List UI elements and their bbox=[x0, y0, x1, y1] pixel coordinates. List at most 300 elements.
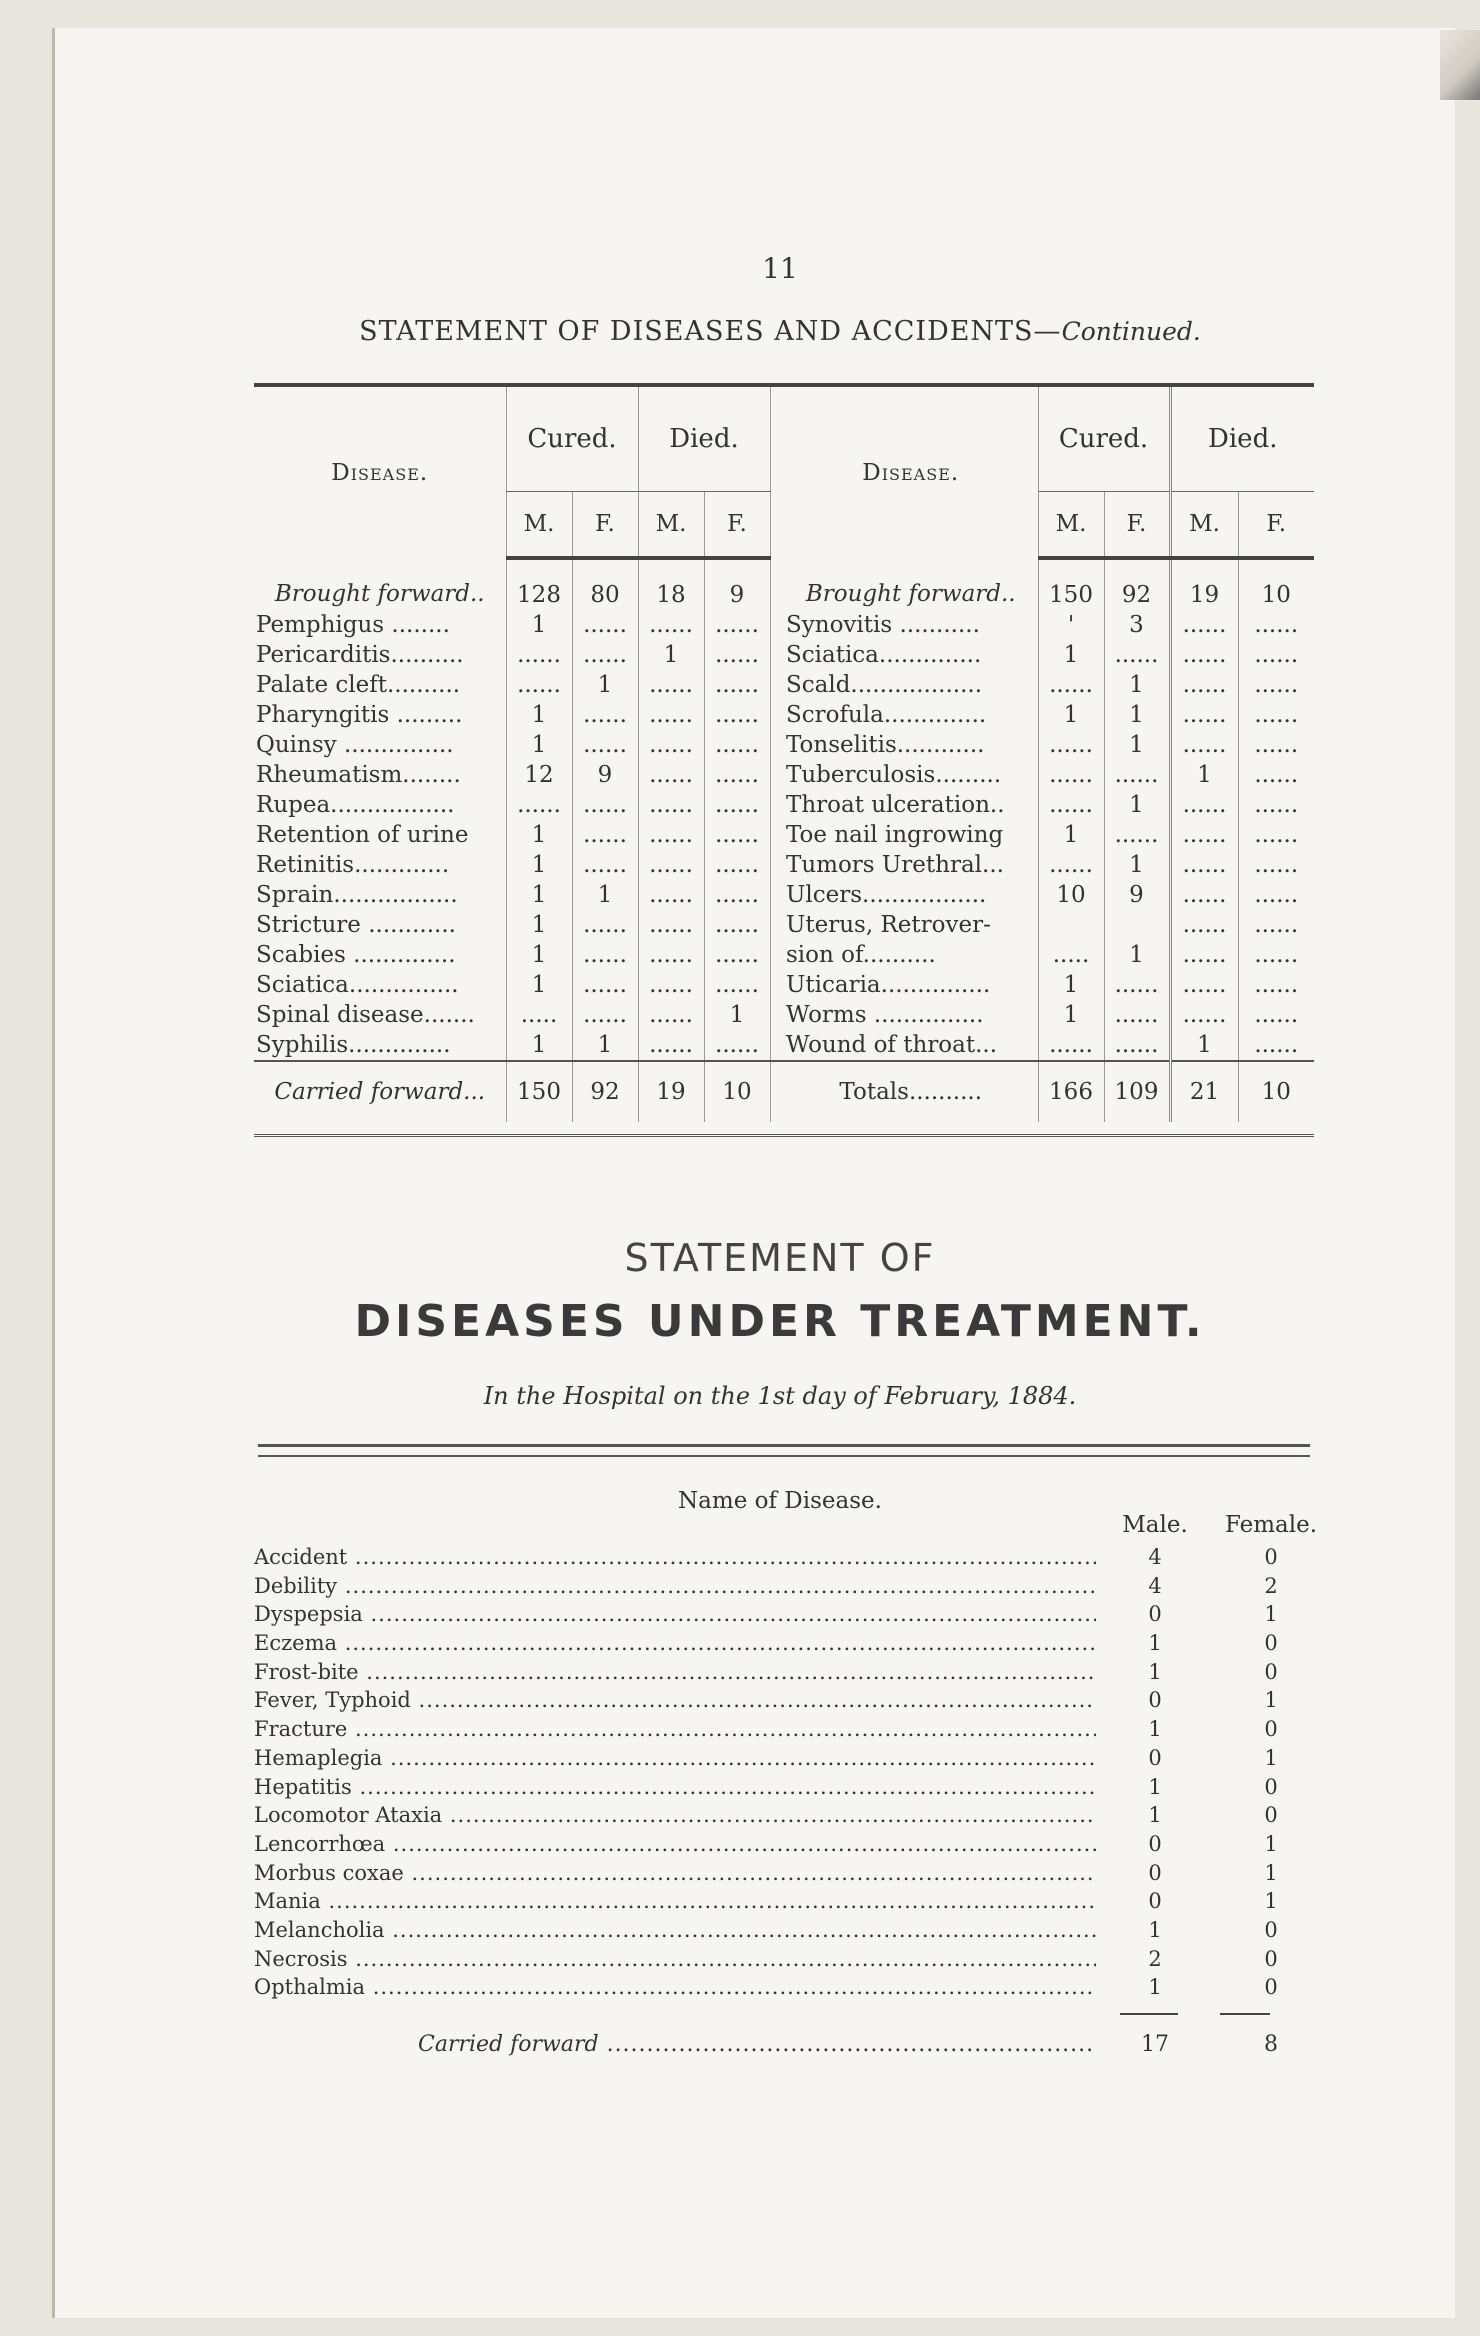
disease-name: Tuberculosis......... bbox=[786, 762, 1002, 788]
column-gap bbox=[770, 670, 784, 700]
disease-name: Mania ..... bbox=[254, 1887, 1096, 1916]
table-row bbox=[254, 610, 1314, 640]
cured-male: ' bbox=[1038, 610, 1104, 640]
double-rule bbox=[258, 1444, 1310, 1457]
died-female: ...... bbox=[1238, 970, 1314, 1000]
died-header-left: Died. bbox=[638, 385, 770, 492]
disease-name: Scabies .............. bbox=[256, 942, 456, 968]
cured-female: ...... bbox=[1104, 640, 1170, 670]
list-item bbox=[254, 1887, 1334, 1916]
cured-female: 9 bbox=[572, 760, 638, 790]
cured-female: ...... bbox=[572, 820, 638, 850]
male-count: 0 bbox=[1148, 1889, 1162, 1914]
m-header: M. bbox=[1038, 492, 1104, 559]
cured-female: 1 bbox=[572, 880, 638, 910]
cured-female: 1 bbox=[572, 1030, 638, 1061]
male-count: 1 bbox=[1148, 1717, 1162, 1742]
table-row bbox=[254, 760, 1314, 790]
cured-male: ..... bbox=[1038, 940, 1104, 970]
male-count: 0 bbox=[1148, 1860, 1162, 1885]
cured-female: 9 bbox=[1104, 880, 1170, 910]
died-male: ...... bbox=[638, 1030, 704, 1061]
table-row bbox=[254, 850, 1314, 880]
list-item bbox=[254, 1773, 1334, 1802]
column-gap bbox=[770, 1061, 784, 1122]
female-count: 0 bbox=[1264, 1946, 1278, 1971]
disease-name: Rheumatism........ bbox=[256, 762, 461, 788]
died-female: ...... bbox=[704, 760, 770, 790]
rule-cell bbox=[704, 1122, 770, 1136]
disease-name: Totals.......... bbox=[784, 1061, 1038, 1122]
table-row bbox=[254, 910, 1314, 940]
female-count: 1 bbox=[1264, 1889, 1278, 1914]
page-corner bbox=[1440, 30, 1480, 100]
cured-male: ...... bbox=[1038, 850, 1104, 880]
disease-name: Eczema ..... bbox=[254, 1629, 1096, 1658]
died-male: ...... bbox=[1170, 880, 1238, 910]
died-female: ...... bbox=[704, 880, 770, 910]
table-row bbox=[254, 970, 1314, 1000]
died-male: 18 bbox=[638, 558, 704, 610]
cured-male: ..... bbox=[506, 1000, 572, 1030]
died-male: 1 bbox=[1170, 760, 1238, 790]
male-count: 2 bbox=[1148, 1946, 1162, 1971]
disease-name: Quinsy ............... bbox=[256, 732, 454, 758]
died-male: ...... bbox=[638, 970, 704, 1000]
male-count: 0 bbox=[1148, 1602, 1162, 1627]
disease-header-left: Disease. bbox=[254, 385, 506, 558]
rule-cell bbox=[1170, 1122, 1238, 1136]
cured-female: 92 bbox=[1104, 558, 1170, 610]
column-gap bbox=[770, 910, 784, 940]
died-male: ...... bbox=[1170, 970, 1238, 1000]
cured-female: 80 bbox=[572, 558, 638, 610]
list-item bbox=[254, 1600, 1334, 1629]
died-female: 9 bbox=[704, 558, 770, 610]
list-item bbox=[254, 1859, 1334, 1888]
female-count: 0 bbox=[1264, 1631, 1278, 1656]
died-male: ...... bbox=[1170, 700, 1238, 730]
cured-female: 1 bbox=[1104, 700, 1170, 730]
cured-female: ...... bbox=[572, 610, 638, 640]
cured-male: 1 bbox=[506, 850, 572, 880]
female-count: 0 bbox=[1264, 1659, 1278, 1684]
f-header: F. bbox=[572, 492, 638, 559]
table-row bbox=[254, 820, 1314, 850]
m-header: M. bbox=[1170, 492, 1238, 559]
died-female: ...... bbox=[704, 850, 770, 880]
column-gap bbox=[770, 820, 784, 850]
died-female: ...... bbox=[1238, 760, 1314, 790]
died-female: ...... bbox=[1238, 640, 1314, 670]
died-female: ...... bbox=[1238, 910, 1314, 940]
disease-name: Retinitis............. bbox=[256, 852, 450, 878]
died-female: ...... bbox=[704, 820, 770, 850]
section-heading-line1: STATEMENT OF bbox=[624, 1236, 936, 1280]
table-row bbox=[254, 730, 1314, 760]
rule-cell bbox=[1038, 1122, 1104, 1136]
died-male: ...... bbox=[638, 940, 704, 970]
disease-name: Sciatica............... bbox=[256, 972, 459, 998]
cured-male: 10 bbox=[1038, 880, 1104, 910]
table-row bbox=[254, 880, 1314, 910]
died-male: ...... bbox=[638, 610, 704, 640]
list-item bbox=[254, 1830, 1334, 1859]
died-female: 10 bbox=[1238, 1061, 1314, 1122]
male-count: 0 bbox=[1148, 1745, 1162, 1770]
rule-cell bbox=[638, 1122, 704, 1136]
list-item bbox=[254, 1686, 1334, 1715]
table-row bbox=[254, 558, 1314, 610]
disease-name: Brought forward.. bbox=[805, 581, 1016, 607]
column-gap bbox=[770, 880, 784, 910]
disease-name: sion of.......... bbox=[786, 942, 936, 968]
male-count: 1 bbox=[1148, 1803, 1162, 1828]
column-gap bbox=[770, 760, 784, 790]
died-female: ...... bbox=[704, 790, 770, 820]
table-row bbox=[254, 1000, 1314, 1030]
cured-male: 1 bbox=[506, 910, 572, 940]
male-count: 0 bbox=[1148, 1688, 1162, 1713]
disease-name: Fracture ..... bbox=[254, 1715, 1096, 1744]
died-male: ...... bbox=[638, 880, 704, 910]
column-gap bbox=[770, 850, 784, 880]
disease-name: Morbus coxae ..... bbox=[254, 1859, 1096, 1888]
cured-female: ...... bbox=[572, 700, 638, 730]
disease-name: Debility ..... bbox=[254, 1572, 1096, 1601]
column-gap bbox=[770, 610, 784, 640]
section-heading-line2: DISEASES UNDER TREATMENT. bbox=[354, 1296, 1206, 1347]
died-female: 1 bbox=[704, 1000, 770, 1030]
cured-header-left: Cured. bbox=[506, 385, 638, 492]
list-item bbox=[254, 1658, 1334, 1687]
female-count: 0 bbox=[1264, 1717, 1278, 1742]
disease-name: Sciatica.............. bbox=[786, 642, 982, 668]
column-gap bbox=[770, 970, 784, 1000]
list-item bbox=[254, 1715, 1334, 1744]
died-male: ...... bbox=[1170, 850, 1238, 880]
list-item bbox=[254, 1629, 1334, 1658]
f-header: F. bbox=[1104, 492, 1170, 559]
male-count: 4 bbox=[1148, 1545, 1162, 1569]
cured-female: ...... bbox=[1104, 760, 1170, 790]
female-count: 0 bbox=[1264, 1975, 1278, 2000]
died-female: ...... bbox=[1238, 820, 1314, 850]
disease-name: Sprain................. bbox=[256, 882, 458, 908]
female-count: 1 bbox=[1264, 1860, 1278, 1885]
cured-male: ...... bbox=[1038, 1030, 1104, 1061]
disease-name: Pericarditis.......... bbox=[256, 642, 464, 668]
female-count: 1 bbox=[1264, 1831, 1278, 1856]
female-count: 0 bbox=[1264, 1917, 1278, 1942]
male-count: 1 bbox=[1148, 1917, 1162, 1942]
male-count: 1 bbox=[1148, 1631, 1162, 1656]
disease-name: Toe nail ingrowing bbox=[786, 822, 1004, 848]
died-female: ...... bbox=[704, 670, 770, 700]
died-male: 1 bbox=[1170, 1030, 1238, 1061]
cured-female: 1 bbox=[572, 670, 638, 700]
section-subtitle: In the Hospital on the 1st day of February, 1884. bbox=[483, 1382, 1077, 1410]
died-male: ...... bbox=[1170, 820, 1238, 850]
died-male: ...... bbox=[1170, 790, 1238, 820]
male-header: Male. bbox=[1122, 1512, 1188, 1538]
cured-female: 1 bbox=[1104, 940, 1170, 970]
cured-male: ...... bbox=[506, 670, 572, 700]
cured-male: 1 bbox=[1038, 820, 1104, 850]
table-bottom-rule bbox=[254, 1122, 1314, 1136]
died-female: ...... bbox=[1238, 880, 1314, 910]
cured-female: ...... bbox=[1104, 1000, 1170, 1030]
table-title-suffix: Continued. bbox=[1061, 317, 1201, 346]
died-female: ...... bbox=[1238, 1000, 1314, 1030]
disease-name: Tumors Urethral... bbox=[786, 852, 1004, 878]
cured-header-right: Cured. bbox=[1038, 385, 1170, 492]
cured-male: 1 bbox=[1038, 700, 1104, 730]
cured-female: ...... bbox=[572, 970, 638, 1000]
disease-header-right: Disease. bbox=[784, 385, 1038, 558]
page-number: 11 bbox=[762, 252, 798, 285]
table-row bbox=[254, 1061, 1314, 1122]
died-male: ...... bbox=[1170, 640, 1238, 670]
cured-male: ...... bbox=[1038, 670, 1104, 700]
rule-cell bbox=[506, 1122, 572, 1136]
disease-name: Uticaria............... bbox=[786, 972, 991, 998]
column-gap bbox=[770, 640, 784, 670]
disease-name: Palate cleft.......... bbox=[256, 672, 461, 698]
cured-female: 3 bbox=[1104, 610, 1170, 640]
cured-female: 1 bbox=[1104, 790, 1170, 820]
died-male: ...... bbox=[638, 790, 704, 820]
m-header: M. bbox=[506, 492, 572, 559]
died-male: 1 bbox=[638, 640, 704, 670]
cured-female: ...... bbox=[572, 1000, 638, 1030]
list-item bbox=[254, 1572, 1334, 1601]
cured-male: 12 bbox=[506, 760, 572, 790]
disease-name: Hemaplegia ..... bbox=[254, 1744, 1096, 1773]
died-female: ...... bbox=[1238, 670, 1314, 700]
female-count: 1 bbox=[1264, 1602, 1278, 1627]
cured-female: ...... bbox=[1104, 820, 1170, 850]
died-female: ...... bbox=[704, 610, 770, 640]
disease-name: Tonselitis............ bbox=[786, 732, 985, 758]
column-gap bbox=[770, 940, 784, 970]
disease-name: Scrofula.............. bbox=[786, 702, 987, 728]
cured-female: ...... bbox=[1104, 970, 1170, 1000]
cured-female: ...... bbox=[572, 850, 638, 880]
died-male: ...... bbox=[638, 820, 704, 850]
female-count: 2 bbox=[1264, 1573, 1278, 1598]
carried-forward-male: 17 bbox=[1141, 2032, 1169, 2057]
died-female: ...... bbox=[704, 940, 770, 970]
died-female: ...... bbox=[1238, 610, 1314, 640]
cured-male: 128 bbox=[506, 558, 572, 610]
cured-male: ...... bbox=[1038, 730, 1104, 760]
cured-female: 1 bbox=[1104, 850, 1170, 880]
cured-male: 150 bbox=[506, 1061, 572, 1122]
died-female: 10 bbox=[1238, 558, 1314, 610]
cured-male: 1 bbox=[506, 700, 572, 730]
carried-forward-label: Carried forward ..... bbox=[418, 2030, 1096, 2060]
disease-name: Pharyngitis ......... bbox=[256, 702, 463, 728]
died-male: ...... bbox=[1170, 610, 1238, 640]
table-row bbox=[254, 1030, 1314, 1061]
died-female: ...... bbox=[704, 700, 770, 730]
cured-female: 92 bbox=[572, 1061, 638, 1122]
sum-rules bbox=[1120, 2013, 1330, 2016]
disease-name: Melancholia ..... bbox=[254, 1916, 1096, 1945]
cured-male: ...... bbox=[506, 790, 572, 820]
died-female: ...... bbox=[1238, 940, 1314, 970]
died-male: ...... bbox=[638, 1000, 704, 1030]
disease-name: Synovitis ........... bbox=[786, 612, 980, 638]
rule-cell bbox=[1104, 1122, 1170, 1136]
disease-name: Rupea................. bbox=[256, 792, 455, 818]
disease-name: Throat ulceration.. bbox=[786, 792, 1005, 818]
column-gap bbox=[770, 558, 784, 610]
cured-female: 109 bbox=[1104, 1061, 1170, 1122]
cured-male: ...... bbox=[506, 640, 572, 670]
female-count: 0 bbox=[1264, 1774, 1278, 1799]
list-item bbox=[254, 1945, 1334, 1974]
cured-female bbox=[1104, 910, 1170, 940]
died-header-right: Died. bbox=[1170, 385, 1314, 492]
cured-female: ...... bbox=[572, 730, 638, 760]
died-female: 10 bbox=[704, 1061, 770, 1122]
died-male: 19 bbox=[638, 1061, 704, 1122]
male-count: 1 bbox=[1148, 1975, 1162, 2000]
disease-name: Dyspepsia ..... bbox=[254, 1600, 1096, 1629]
cured-male: 150 bbox=[1038, 558, 1104, 610]
died-male: ...... bbox=[638, 850, 704, 880]
cured-male: 1 bbox=[506, 610, 572, 640]
m-header: M. bbox=[638, 492, 704, 559]
rule-cell bbox=[572, 1122, 638, 1136]
rule-cell bbox=[784, 1122, 1038, 1136]
disease-name: Worms ............... bbox=[786, 1002, 984, 1028]
list-item bbox=[254, 1744, 1334, 1773]
cured-male: 1 bbox=[1038, 970, 1104, 1000]
female-header: Female. bbox=[1224, 1512, 1318, 1538]
disease-name: Uterus, Retrover- bbox=[786, 912, 991, 938]
died-male: ...... bbox=[1170, 670, 1238, 700]
table-row bbox=[254, 700, 1314, 730]
died-female: ...... bbox=[704, 640, 770, 670]
carried-forward-row bbox=[254, 2030, 1334, 2060]
died-male: 21 bbox=[1170, 1061, 1238, 1122]
treatment-list bbox=[254, 1543, 1334, 2002]
carried-forward-female: 8 bbox=[1264, 2032, 1278, 2057]
disease-name: Retention of urine bbox=[256, 822, 469, 848]
died-female: ...... bbox=[1238, 790, 1314, 820]
disease-name: Lencorrhœa ..... bbox=[254, 1830, 1096, 1859]
cured-female: ...... bbox=[572, 790, 638, 820]
cured-male bbox=[1038, 910, 1104, 940]
f-header: F. bbox=[704, 492, 770, 559]
male-count: 1 bbox=[1148, 1659, 1162, 1684]
died-male: ...... bbox=[638, 910, 704, 940]
table-title-text: STATEMENT OF DISEASES AND ACCIDENTS— bbox=[359, 316, 1062, 347]
cured-male: 1 bbox=[1038, 1000, 1104, 1030]
died-male: ...... bbox=[638, 760, 704, 790]
cured-female: 1 bbox=[1104, 670, 1170, 700]
list-item bbox=[254, 1543, 1334, 1572]
died-male: ...... bbox=[638, 670, 704, 700]
diseases-accidents-table bbox=[254, 383, 1314, 1137]
cured-female: 1 bbox=[1104, 730, 1170, 760]
died-male: ...... bbox=[638, 700, 704, 730]
died-female: ...... bbox=[1238, 730, 1314, 760]
disease-name: Locomotor Ataxia ..... bbox=[254, 1801, 1096, 1830]
cured-female: ...... bbox=[572, 940, 638, 970]
disease-name: Stricture ............ bbox=[256, 912, 456, 938]
male-count: 1 bbox=[1148, 1774, 1162, 1799]
died-female: ...... bbox=[704, 970, 770, 1000]
cured-male: 1 bbox=[506, 1030, 572, 1061]
disease-name: Spinal disease....... bbox=[256, 1002, 475, 1028]
died-male: 19 bbox=[1170, 558, 1238, 610]
cured-male: 1 bbox=[506, 970, 572, 1000]
died-female: ...... bbox=[1238, 850, 1314, 880]
disease-name: Opthalmia ..... bbox=[254, 1973, 1096, 2002]
column-gap bbox=[770, 1000, 784, 1030]
cured-female: ...... bbox=[572, 640, 638, 670]
disease-name: Ulcers................. bbox=[786, 882, 987, 908]
female-count: 0 bbox=[1264, 1803, 1278, 1828]
column-gap bbox=[770, 700, 784, 730]
cured-female: ...... bbox=[572, 910, 638, 940]
column-gap bbox=[770, 1030, 784, 1061]
disease-name: Scald.................. bbox=[786, 672, 983, 698]
disease-name: Frost-bite ..... bbox=[254, 1658, 1096, 1687]
male-count: 4 bbox=[1148, 1573, 1162, 1598]
list-item bbox=[254, 1916, 1334, 1945]
disease-name: Carried forward... bbox=[254, 1061, 506, 1122]
disease-name: Syphilis.............. bbox=[256, 1032, 451, 1058]
rule-cell bbox=[1238, 1122, 1314, 1136]
female-count: 0 bbox=[1264, 1545, 1278, 1569]
table-row bbox=[254, 640, 1314, 670]
list-item bbox=[254, 1973, 1334, 2002]
column-gap bbox=[770, 790, 784, 820]
cured-male: ...... bbox=[1038, 760, 1104, 790]
died-male: ...... bbox=[1170, 1000, 1238, 1030]
cured-male: ...... bbox=[1038, 790, 1104, 820]
female-count: 1 bbox=[1264, 1688, 1278, 1713]
died-male: ...... bbox=[1170, 730, 1238, 760]
died-male: ...... bbox=[1170, 910, 1238, 940]
disease-name: Necrosis ..... bbox=[254, 1945, 1096, 1974]
cured-male: 1 bbox=[506, 880, 572, 910]
column-gap bbox=[770, 730, 784, 760]
disease-name: Hepatitis ..... bbox=[254, 1773, 1096, 1802]
table-row bbox=[254, 790, 1314, 820]
died-female: ...... bbox=[704, 910, 770, 940]
died-female: ...... bbox=[1238, 1030, 1314, 1061]
died-male: ...... bbox=[1170, 940, 1238, 970]
female-count: 1 bbox=[1264, 1745, 1278, 1770]
male-count: 0 bbox=[1148, 1831, 1162, 1856]
cured-male: 1 bbox=[506, 940, 572, 970]
disease-name: Pemphigus ........ bbox=[256, 612, 450, 638]
died-female: ...... bbox=[704, 730, 770, 760]
rule-cell bbox=[770, 1122, 784, 1136]
cured-male: 166 bbox=[1038, 1061, 1104, 1122]
disease-name: Wound of throat... bbox=[786, 1032, 998, 1058]
cured-male: 1 bbox=[1038, 640, 1104, 670]
disease-name: Fever, Typhoid ..... bbox=[254, 1686, 1096, 1715]
f-header: F. bbox=[1238, 492, 1314, 559]
cured-male: 1 bbox=[506, 730, 572, 760]
